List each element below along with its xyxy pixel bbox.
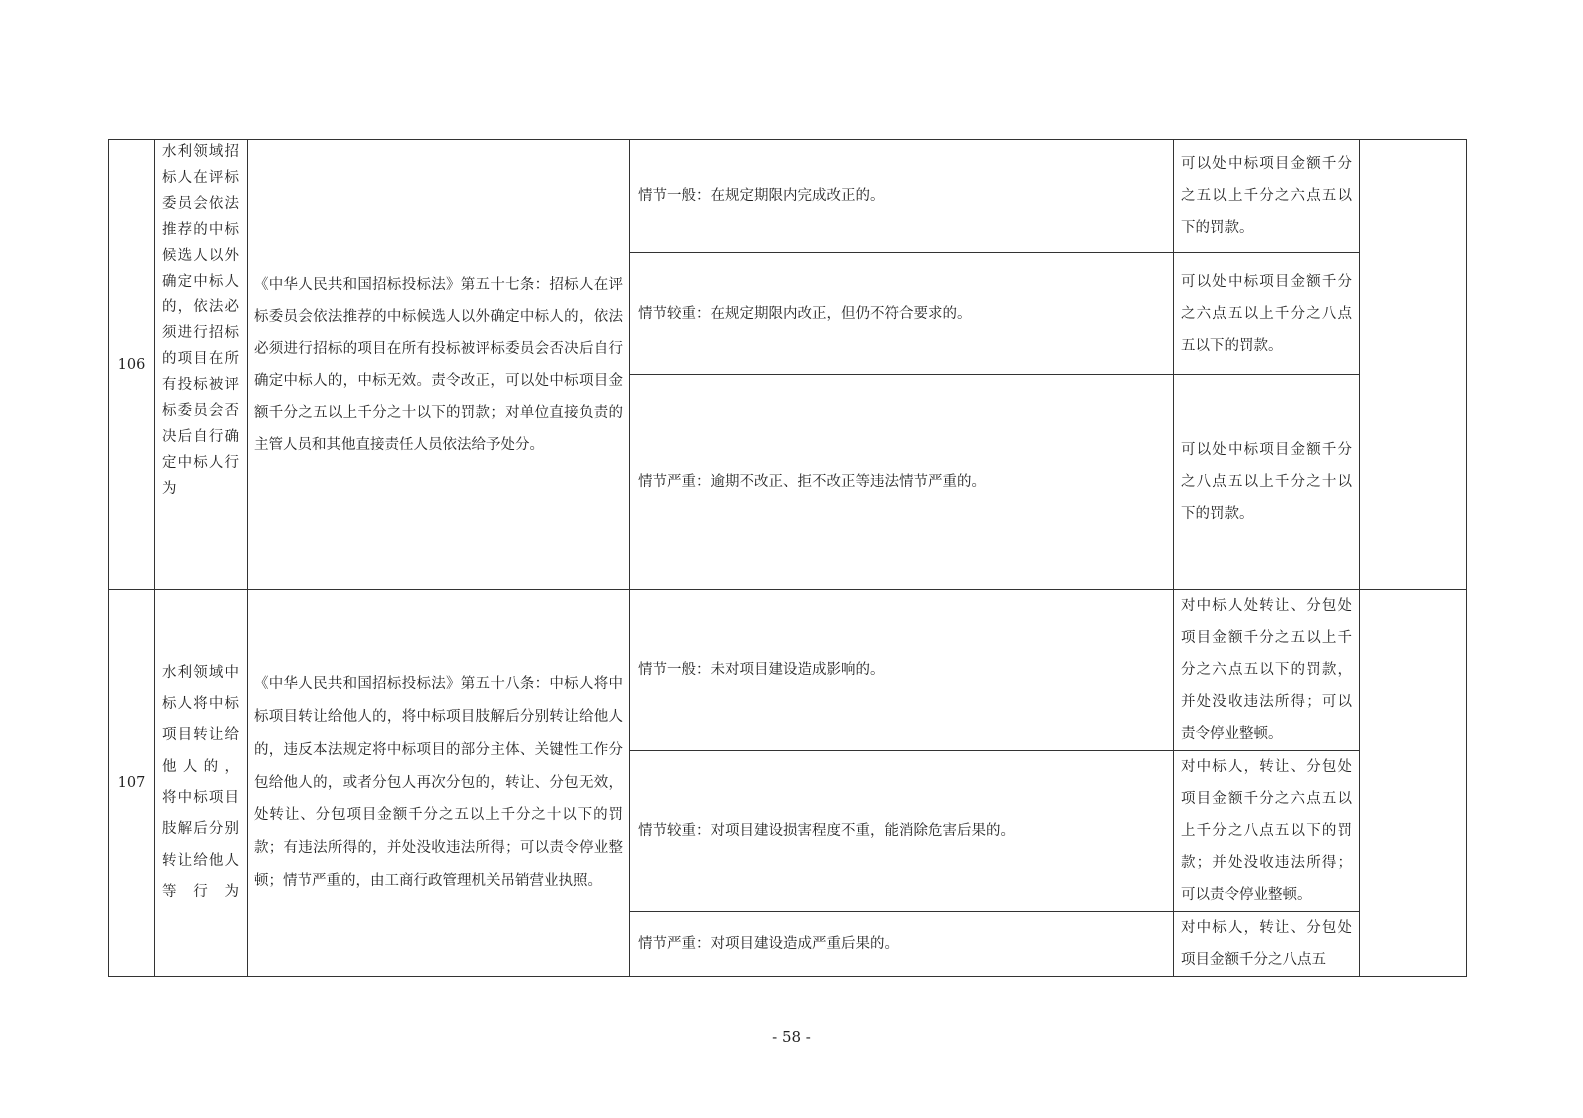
item-number: 106 xyxy=(109,140,155,590)
penalty-cell xyxy=(1174,375,1360,590)
violation-name xyxy=(155,590,248,977)
penalty-text: 对中标人，转让、分包处项目金额千分之八点五 xyxy=(1181,920,1352,968)
page-number: - 58 - xyxy=(772,1028,811,1046)
circumstance-cell: 情节一般：未对项目建设造成影响的。 xyxy=(630,590,1174,751)
violation-name-text: 水利领域招标人在评标委员会依法推荐的中标候选人以外确定中标人的，依法必须进行招标的项目在所有投标被评标委员会否决后自行确定中标人行为 xyxy=(162,144,240,497)
penalty-text: 可以处中标项目金额千分之五以上千分之六点五以下的罚款。 xyxy=(1181,156,1352,236)
remarks-cell xyxy=(1360,590,1467,977)
penalty-cell xyxy=(1174,751,1360,912)
violation-name-text: 水利领域中标人将中标项目转让给他人的， 将中标项目肢解后分别转让给他人等行为 xyxy=(162,664,240,900)
penalty-text: 对中标人处转让、分包处项目金额千分之五以上千分之六点五以下的罚款，并处没收违法所得；可以责令停业整顿。 xyxy=(1181,598,1352,742)
legal-basis-text: 《中华人民共和国招标投标法》第五十八条：中标人将中标项目转让给他人的，将中标项目肢解后分别转让给他人的，违反本法规定将中标项目的部分主体、关键性工作分包给他人的，或者分包人再次分包的，转让、分包无效，处转让、分包项目金额千分之五以上千分之十以下的罚款；有违法所得的，并处没收违法所得；可以责令停业整顿；情节严重的，由工商行政管理机关吊销营业执照。 xyxy=(254,676,623,889)
circumstance-cell: 情节较重：在规定期限内改正，但仍不符合要求的。 xyxy=(630,253,1174,375)
penalty-standards-table xyxy=(108,139,1467,977)
penalty-cell xyxy=(1174,140,1360,253)
circumstance-cell: 情节一般：在规定期限内完成改正的。 xyxy=(630,140,1174,253)
circumstance-cell: 情节严重：逾期不改正、拒不改正等违法情节严重的。 xyxy=(630,375,1174,590)
item-number: 107 xyxy=(109,590,155,977)
penalty-text: 对中标人，转让、分包处项目金额千分之六点五以上千分之八点五以下的罚款；并处没收违法所得；可以责令停业整顿。 xyxy=(1181,759,1352,903)
legal-basis-text: 《中华人民共和国招标投标法》第五十七条：招标人在评标委员会依法推荐的中标候选人以外确定中标人的，依法必须进行招标的项目在所有投标被评标委员会否决后自行确定中标人的，中标无效。责令改正，可以处中标项目金额千分之五以上千分之十以下的罚款；对单位直接负责的主管人员和其他直接责任人员依法给予处分。 xyxy=(254,276,623,453)
violation-name xyxy=(155,140,248,590)
circumstance-cell: 情节较重：对项目建设损害程度不重，能消除危害后果的。 xyxy=(630,751,1174,912)
table-row-107 xyxy=(109,590,1467,751)
penalty-cell xyxy=(1174,253,1360,375)
penalty-text: 可以处中标项目金额千分之八点五以上千分之十以下的罚款。 xyxy=(1181,442,1352,522)
penalty-text: 可以处中标项目金额千分之六点五以上千分之八点五以下的罚款。 xyxy=(1181,273,1352,354)
legal-basis xyxy=(248,140,630,590)
remarks-cell xyxy=(1360,140,1467,590)
circumstance-cell: 情节严重：对项目建设造成严重后果的。 xyxy=(630,912,1174,977)
table-row-106 xyxy=(109,140,1467,253)
legal-basis xyxy=(248,590,630,977)
penalty-cell xyxy=(1174,912,1360,977)
penalty-cell xyxy=(1174,590,1360,751)
